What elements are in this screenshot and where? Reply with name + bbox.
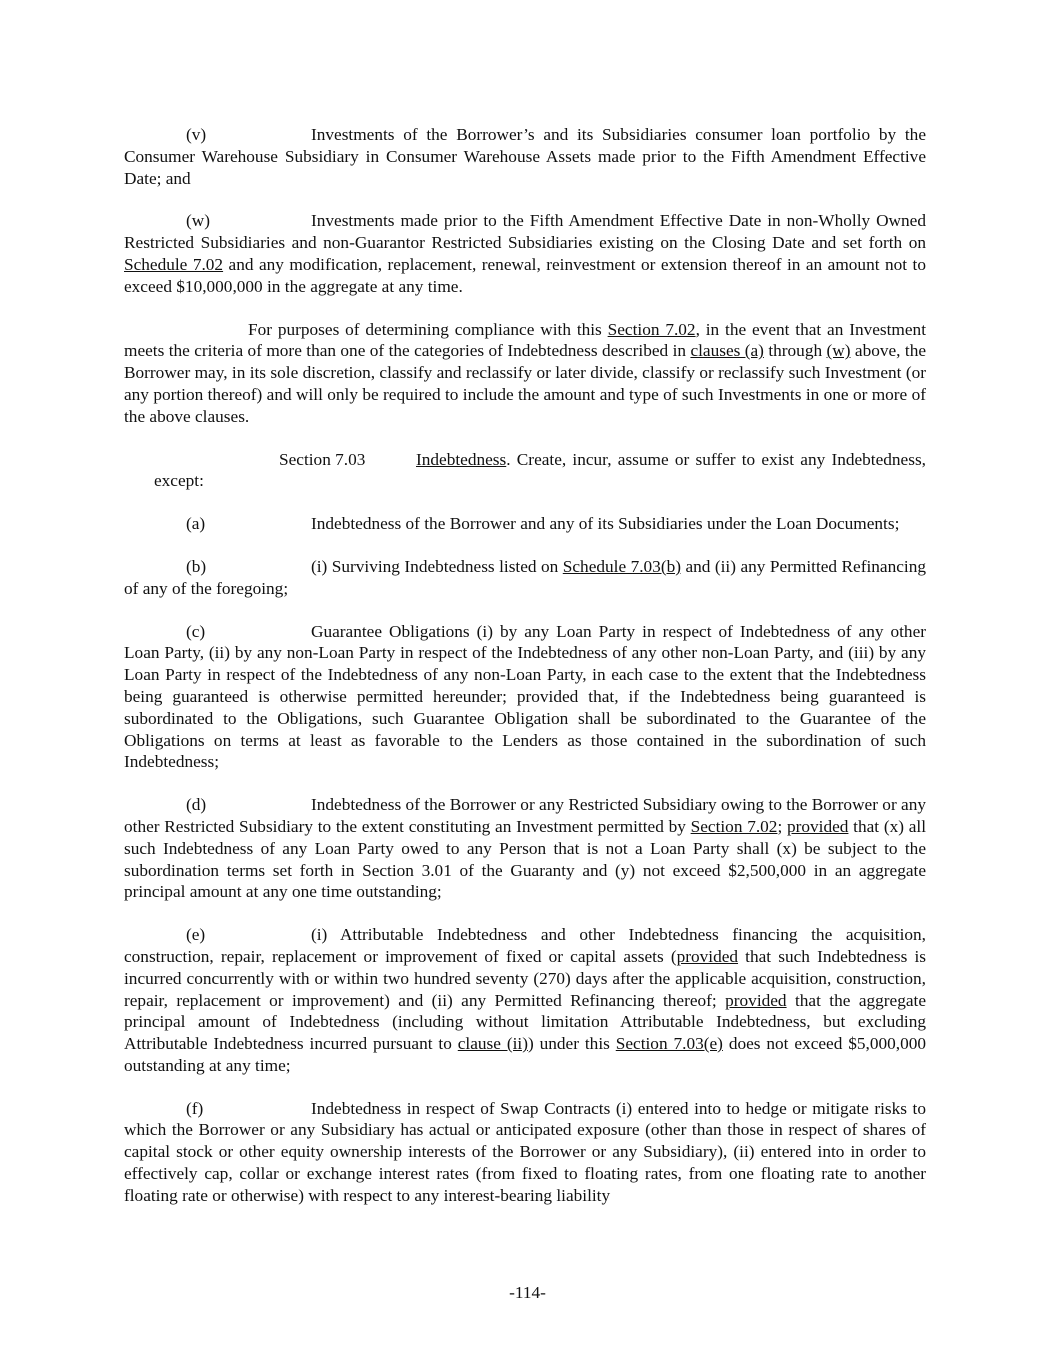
clause-text: that such Indebtedness is incurred concurrently with or within two hundred seventy (270) days after the applicable acquisition, construction, repair, replacement or improvement) and (ii) any Permitted Refinancing thereof; — [124, 946, 926, 1010]
paragraph-text: through — [763, 341, 827, 361]
paragraph-text: For purposes of determining compliance with this — [248, 319, 608, 339]
clause-label: (c) — [186, 621, 206, 641]
paragraph-text: above, the Borrower may, in its sole discretion, classify and reclassify or later divide, classify or reclassify such Investment (or any portion thereof) and will only be required to include the amount and type of such Investments in one or more of the above clauses. — [124, 341, 927, 426]
section-reference: Section 7.02 — [607, 319, 696, 339]
clause-label: (e) — [186, 925, 206, 945]
clause-text: Investments of the Borrower’s and its Subsidiaries consumer loan portfolio by the Consumer Warehouse Subsidiary in Consumer Warehouse Assets made prior to the Fifth Amendment Effective Date; and — [124, 125, 926, 188]
paragraph-v — [124, 124, 926, 189]
section-number: Section 7.03 — [279, 449, 366, 469]
paragraph-purposes — [124, 319, 926, 428]
clause-text: Indebtedness of the Borrower or any Restricted Subsidiary owing to the Borrower or any other Restricted Subsidiary to the extent constituting an Investment permitted by — [124, 795, 926, 836]
clause-label: (w) — [186, 211, 210, 231]
paragraph-w — [124, 210, 926, 297]
clause-reference: clause (ii) — [457, 1034, 528, 1054]
section-7-03-heading — [154, 449, 926, 493]
clause-text: Guarantee Obligations (i) by any Loan Party in respect of Indebtedness of any other Loan Party, (ii) by any non-Loan Party in respect of the Indebtedness of any other non-Loan Party, and (iii) by any Loan Party in respect of the Indebtedness of any non-Loan Party, in each case to the extent that the Indebtedness being guaranteed is otherwise permitted hereunder; provided that, if the Indebtedness being guaranteed is subordinated to the Obligations, such Guarantee Obligation shall be subordinated to the Guarantee of the Obligations on terms at least as favorable to the Lenders as those contained in the subordination of such Indebtedness; — [124, 621, 926, 772]
section-reference: Section 7.02 — [690, 816, 778, 836]
document-page — [124, 124, 926, 1228]
clause-text: that (x) all such Indebtedness of any Loan Party owed to any Person that is not a Loan Party shall (x) be subject to the subordination terms set forth in Section 3.01 of the Guaranty and (y) not exceed $2,500,000 in an aggregate principal amount at any one time outstanding; — [124, 816, 926, 902]
provided-term: provided — [725, 990, 787, 1010]
page-number: -114- — [509, 1283, 546, 1302]
section-title: Indebtedness — [416, 449, 507, 469]
section-text: . Create, incur, assume or suffer to exist any Indebtedness, except: — [154, 449, 926, 491]
clause-text: Indebtedness of the Borrower and any of its Subsidiaries under the Loan Documents; — [311, 514, 900, 534]
provided-term: provided — [676, 946, 739, 966]
paragraph-e — [124, 924, 926, 1077]
clause-text: Investments made prior to the Fifth Amendment Effective Date in non-Wholly Owned Restricted Subsidiaries and non-Guarantor Restricted Subsidiaries existing on the Closing Date and set forth on — [124, 211, 926, 253]
clause-label: (b) — [186, 556, 207, 576]
paragraph-text: , in the event that an Investment meets the criteria of more than one of the categories of Indebtedness described in — [124, 319, 926, 361]
section-reference: Section 7.03(e) — [615, 1034, 723, 1054]
clause-text: does not exceed $5,000,000 outstanding at any time; — [124, 1034, 927, 1075]
paragraph-d — [124, 794, 926, 903]
clause-text: Indebtedness in respect of Swap Contracts (i) entered into to hedge or mitigate risks to which the Borrower or any Subsidiary has actual or anticipated exposure (other than those in respect of shares of capital stock or other equity ownership interests of the Borrower or any Subsidiary), (ii) entered into in order to effectively cap, collar or exchange interest rates (from fixed to floating rates, from one floating rate to another floating rate or otherwise) with respect to any interest-bearing liability — [124, 1098, 926, 1205]
clause-text: that the aggregate principal amount of Indebtedness (including without limitation Attributable Indebtedness, but excluding Attributable Indebtedness incurred pursuant to — [124, 990, 926, 1054]
clause-reference: clauses (a) — [690, 341, 764, 361]
clause-label: (f) — [186, 1098, 204, 1118]
clause-text: (i) Surviving Indebtedness listed on — [311, 556, 563, 576]
paragraph-f — [124, 1098, 926, 1207]
clause-label: (d) — [186, 795, 207, 815]
clause-text: ) under this — [527, 1034, 616, 1054]
paragraph-c — [124, 621, 926, 774]
paragraph-a — [124, 513, 926, 535]
clause-text: (i) Attributable Indebtedness and other Indebtedness financing the acquisition, construction, repair, replacement or improvement of fixed or capital assets ( — [124, 925, 926, 966]
clause-label: (v) — [186, 125, 207, 144]
provided-term: provided — [787, 816, 849, 836]
paragraph-b — [124, 556, 926, 600]
clause-text: ; — [777, 816, 787, 836]
clause-reference: (w) — [826, 341, 851, 361]
clause-text: and any modification, replacement, renewal, reinvestment or extension thereof in an amount not to exceed $10,000,000 in the aggregate at any time. — [124, 254, 926, 296]
schedule-reference: Schedule 7.02 — [124, 254, 224, 274]
clause-text: and (ii) any Permitted Refinancing of any of the foregoing; — [124, 556, 926, 598]
schedule-reference: Schedule 7.03(b) — [562, 556, 681, 576]
clause-label: (a) — [186, 514, 206, 534]
